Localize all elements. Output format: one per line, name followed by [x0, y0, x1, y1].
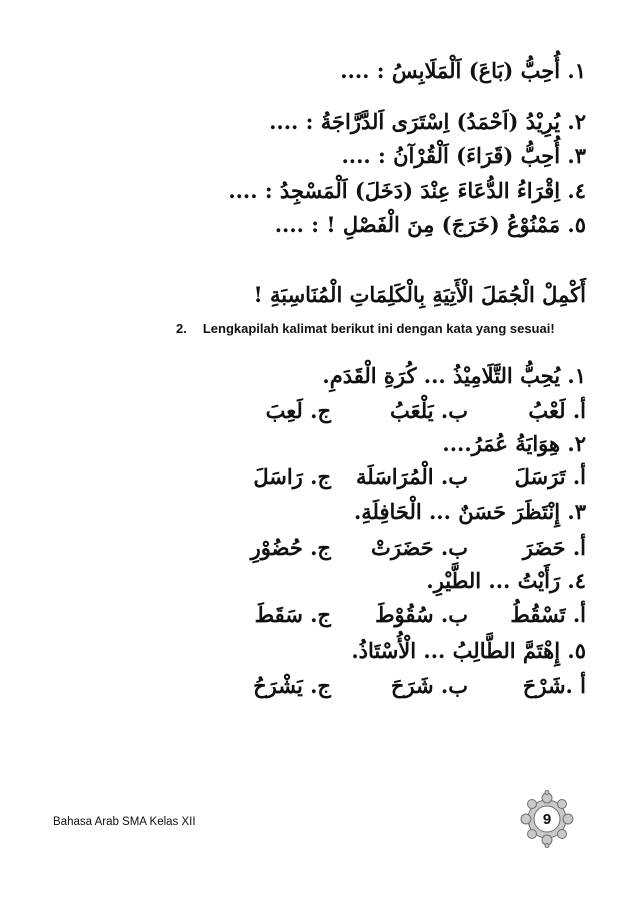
question-2: ٢. هِوَايَةُ عُمَرُ....: [442, 431, 586, 456]
exercise-1-item-5: ٥. مَمْنُوْعُ (خَرَجَ) مِنَ الْفَصْلِ ! : ....: [274, 212, 586, 237]
instruction-number: 2.: [176, 321, 187, 336]
question-4-option-a: أ. تَسْقُطُ: [510, 602, 586, 627]
question-2-options: [40, 466, 586, 492]
question-4: ٤. رَأَيْتُ ... الطَّيْرِ.: [426, 568, 586, 593]
question-5: ٥. إِهْتَمَّ الطَّالِبُ ... الْأُسْتَاذُ.: [351, 638, 586, 663]
question-3: ٣. إِنْتَظَرَ حَسَنٌ ... الْحَافِلَةِ.: [353, 499, 586, 524]
question-5-options: [40, 675, 586, 701]
book-title-footer: Bahasa Arab SMA Kelas XII: [53, 816, 196, 828]
question-1: ١. يُحِبُّ التَّلَامِيْذُ ... كُرَةِ الْقَدَمِ.: [322, 363, 586, 388]
question-5-option-c: ج. يَشْرَحُ: [253, 673, 331, 698]
question-2-option-c: ج. رَاسَلَ: [253, 464, 331, 489]
question-2-option-a: أ. تَرَسَلَ: [514, 464, 586, 489]
question-5-option-a: أ .شَرْحَ: [522, 673, 586, 698]
exercise-1-item-4: ٤. اِقْرَاءُ الدُّعَاءَ عِنْدَ (دَخَلَ) اَلْمَسْجِدُ : ....: [228, 178, 586, 203]
page-number: 9: [542, 811, 552, 828]
exercise-1-item-3: ٣. أُحِبُّ (قَرَاءَ) اَلْقُرْآنُ : ....: [341, 143, 586, 168]
page-number-badge: [519, 790, 575, 848]
question-1-options: [40, 400, 586, 426]
question-1-option-b: ب. يَلْعَبُ: [390, 398, 468, 423]
question-1-option-a: أ. لَعْبُ: [528, 398, 586, 423]
exercise-1-item-1: ١. أُحِبُّ (بَاعَ) اَلْمَلَابِسُ : ....: [340, 58, 586, 83]
question-4-option-c: ج. سَقَطَ: [254, 602, 331, 627]
question-2-option-b: ب. الْمُرَاسَلَة: [356, 464, 468, 489]
section-2-heading-arabic: أَكْمِلْ الْجُمَلَ الْأَتِيَةِ بِالْكَلِمَاتِ الْمُنَاسِبَةِ !: [253, 282, 586, 307]
instruction-text: Lengkapilah kalimat berikut ini dengan kata yang sesuai!: [202, 321, 555, 336]
question-1-option-c: ج. لَعِبَ: [265, 398, 331, 423]
exercise-1-item-2: ٢. يُرِيْدُ (اَحْمَدُ) اِسْتَرَى اَلدَّرَّاجَةُ : ....: [269, 109, 586, 134]
question-3-option-a: أ. حَضَرَ: [522, 535, 586, 560]
question-5-option-b: ب. شَرَحَ: [390, 673, 468, 698]
question-3-option-c: ج. حُضُوْرِ: [250, 535, 331, 560]
section-2-instruction: [176, 321, 555, 336]
question-3-option-b: ب. حَضَرَتْ: [371, 535, 468, 560]
question-3-options: [40, 537, 586, 563]
question-4-options: [40, 604, 586, 630]
question-4-option-b: ب. سُقُوْطَ: [375, 602, 468, 627]
